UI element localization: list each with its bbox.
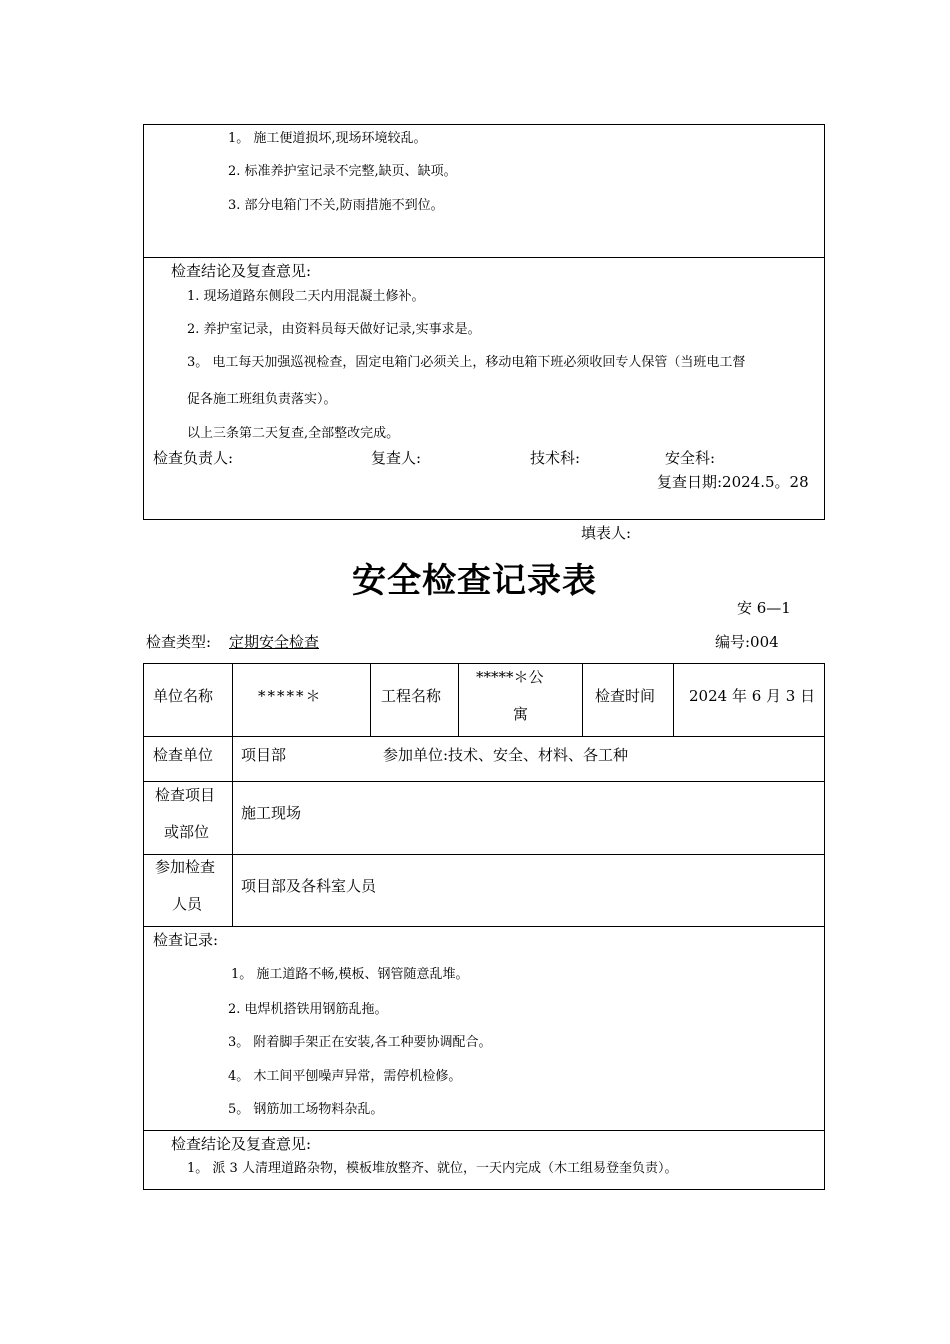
col-divider [232,663,233,736]
row-divider [143,736,825,737]
col-divider [582,663,583,736]
review-date: 复查日期:2024.5。28 [657,473,809,491]
record-item-3: 3。 附着脚手架正在安装,各工种要协调配合。 [228,1035,492,1050]
form-number: 编号:004 [715,633,779,651]
prev-conclusion-item-4: 促各施工班组负责落实）。 [187,392,337,407]
signature-safety: 安全科: [665,449,716,467]
record-item-5: 5。 钢筋加工场物料杂乱。 [228,1102,384,1117]
unit-name-label: 单位名称 [153,687,214,705]
prev-conclusion-item-1: 1. 现场道路东侧段二天内用混凝土修补。 [187,289,425,304]
row-divider [143,854,825,855]
record-item-1: 1。 施工道路不畅,模板、钢管随意乱堆。 [231,967,469,982]
prev-conclusion-label: 检查结论及复查意见: [171,262,312,280]
col-divider [673,663,674,736]
conclusion-item-1: 1。 派 3 人清理道路杂物，模板堆放整齐、就位，一天内完成（木工组易登奎负责）。 [187,1161,678,1176]
check-item-label-1: 检查项目 [155,786,216,804]
page-title: 安全检查记录表 [352,561,597,601]
signature-tech: 技术科: [530,449,581,467]
check-item-value: 施工现场 [241,804,302,822]
participants-label-2: 人员 [172,895,203,913]
check-time-value: 2024 年 6 月 3 日 [689,687,816,705]
form-code: 安 6—1 [737,599,791,617]
record-item-2: 2. 电焊机搭铁用钢筋乱拖。 [228,1002,388,1017]
participants-value: 项目部及各科室人员 [241,877,377,895]
project-name-label: 工程名称 [381,687,442,705]
signature-reviewer: 复查人: [371,449,422,467]
record-item-4: 4。 木工间平刨噪声异常，需停机检修。 [228,1069,462,1084]
col-divider [232,736,233,926]
prev-conclusion-item-3: 3。 电工每天加强巡视检查，固定电箱门必须关上，移动电箱下班必须收回专人保管（当班电工督 [187,355,746,370]
unit-name-value: *****＊ [258,687,323,705]
row-divider [143,926,825,927]
check-unit-label: 检查单位 [153,746,214,764]
conclusion-label: 检查结论及复查意见: [171,1135,312,1153]
prev-record-item-2: 2. 标准养护室记录不完整,缺页、缺项。 [228,164,457,179]
project-name-value-2: 寓 [513,705,529,723]
row-divider [143,1130,825,1131]
filler-label: 填表人: [581,524,632,542]
check-type-label: 检查类型: [146,633,212,651]
participating-units: 参加单位:技术、安全、材料、各工种 [383,746,629,764]
prev-conclusion-item-5: 以上三条第二天复查,全部整改完成。 [187,426,400,441]
participants-label-1: 参加检查 [155,858,216,876]
prev-record-item-1: 1。 施工便道损坏,现场环境较乱。 [228,131,427,146]
col-divider [370,663,371,736]
prev-record-divider [143,257,825,258]
signature-inspector: 检查负责人: [153,449,234,467]
record-label: 检查记录: [153,931,219,949]
col-divider [458,663,459,736]
check-item-label-2: 或部位 [164,823,210,841]
check-type-value: 定期安全检查 [229,633,320,651]
prev-record-item-3: 3. 部分电箱门不关,防雨措施不到位。 [228,198,444,213]
project-name-value-1: *****＊公 [476,668,544,686]
row-divider [143,781,825,782]
check-time-label: 检查时间 [595,687,656,705]
check-unit-value: 项目部 [241,746,287,764]
prev-conclusion-item-2: 2. 养护室记录，由资料员每天做好记录,实事求是。 [187,322,481,337]
